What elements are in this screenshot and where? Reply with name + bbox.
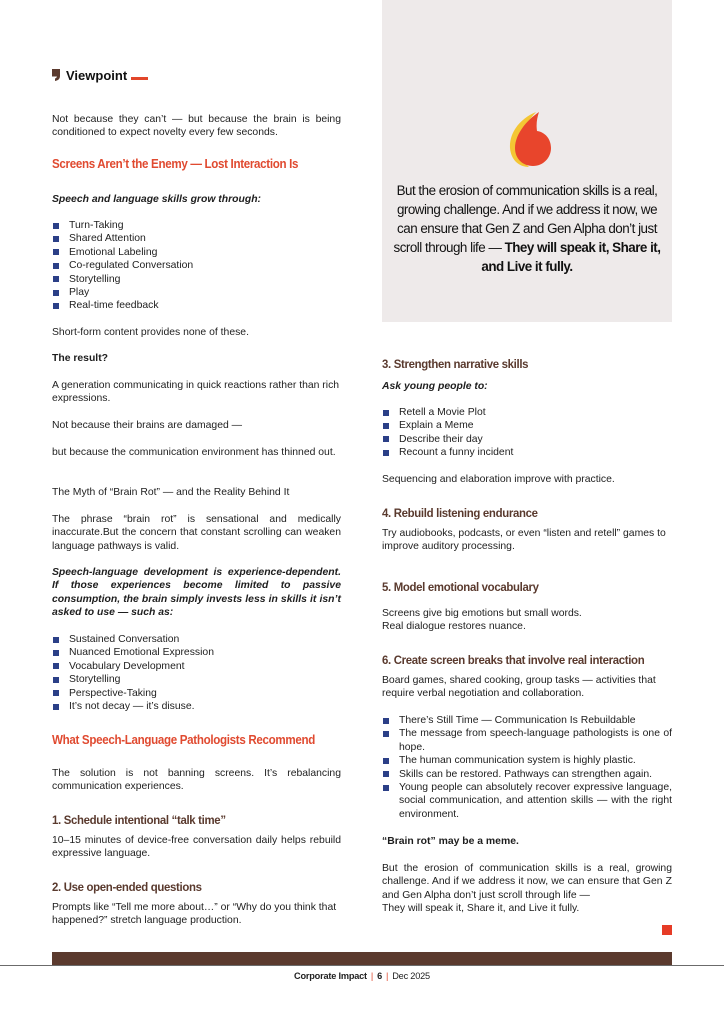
list-item: It’s not decay — it’s disuse.: [52, 700, 341, 713]
list-item: Emotional Labeling: [52, 246, 341, 259]
publication-name: Corporate Impact: [294, 971, 367, 981]
page-number: 6: [377, 971, 383, 981]
list-item: Play: [52, 286, 341, 299]
quote-mark-icon: [505, 110, 553, 168]
narrative-list: [382, 406, 672, 460]
closing-line: They will speak it, Share it, and Live it fully.: [382, 903, 580, 914]
list-item: Sustained Conversation: [52, 633, 341, 646]
heading-step-3: 3. Strengthen narrative skills: [382, 357, 529, 371]
ask-intro: Ask young people to:: [382, 381, 488, 392]
separator: |: [370, 971, 374, 981]
intro-paragraph: Not because they can’t — but because the brain is being conditioned to expect novelty every few seconds.: [52, 114, 341, 139]
list-item: Young people can absolutely recover expressive language, social communication, and attention skills — with the right environment.: [382, 781, 672, 821]
list-item: Real-time feedback: [52, 299, 341, 312]
footer-divider: [0, 965, 724, 966]
section-label: Viewpoint: [66, 67, 128, 83]
pull-quote-plain: But the erosion of communication skills is a real, growing challenge. And if we address it now, we can ensure that Gen Z and Gen Alpha don’t just scroll through life —: [393, 183, 658, 255]
result-answer: A generation communicating in quick reactions rather than rich expressions.: [52, 380, 340, 405]
disuse-list: [52, 633, 341, 713]
skills-list: [52, 219, 341, 313]
list-item: There’s Still Time — Communication Is Rebuildable: [382, 714, 672, 727]
separator: |: [386, 971, 389, 981]
list-item: Shared Attention: [52, 232, 341, 245]
list-item: Storytelling: [52, 673, 341, 686]
list-item: The human communication system is highly plastic.: [382, 754, 672, 767]
closing-paragraph: But the erosion of communication skills is a real, growing challenge. And if we address it now, we can ensure that Gen Z and Gen Alpha don’t just scroll through life —: [382, 863, 672, 901]
pull-quote-bold: They will speak it, Share it, and Live it fully.: [481, 240, 661, 274]
footer: [0, 971, 724, 981]
hope-list: [382, 714, 672, 821]
list-item: Retell a Movie Plot: [382, 406, 672, 419]
heading-step-6: 6. Create screen breaks that involve real interaction: [382, 653, 645, 667]
step-1-text: 10–15 minutes of device-free conversation daily helps rebuild expressive language.: [52, 835, 341, 860]
step-5-text-a: Screens give big emotions but small words.: [382, 608, 582, 619]
myth-text: The Myth of “Brain Rot” — and the Reality Behind It: [52, 487, 290, 498]
skills-intro: Speech and language skills grow through:: [52, 194, 261, 205]
list-item: Turn-Taking: [52, 219, 341, 232]
heading-step-1: 1. Schedule intentional “talk time”: [52, 813, 226, 827]
solution-paragraph: The solution is not banning screens. It’s rebalancing communication experiences.: [52, 768, 341, 793]
result-question: The result?: [52, 353, 109, 364]
phrase-paragraph: The phrase “brain rot” is sensational and medically inaccurate.But the concern that constant scrolling can weaken language pathways is valid.: [52, 514, 341, 552]
list-item: Recount a funny incident: [382, 446, 672, 459]
list-item: Storytelling: [52, 273, 341, 286]
list-item: The message from speech-language pathologists is one of hope.: [382, 727, 672, 754]
heading-step-2: 2. Use open-ended questions: [52, 880, 202, 894]
section-header: [52, 66, 148, 84]
list-item: Explain a Meme: [382, 419, 672, 432]
footer-bar: [52, 952, 672, 965]
step-2-text: Prompts like “Tell me more about…” or “Why do you think that happened?” stretch language production.: [52, 902, 337, 927]
list-item: Co-regulated Conversation: [52, 259, 341, 272]
not-damaged-text: Not because their brains are damaged —: [52, 420, 243, 431]
heading-step-4: 4. Rebuild listening endurance: [382, 506, 538, 520]
issue-date: Dec 2025: [392, 971, 430, 981]
development-paragraph: Speech-language development is experience-dependent. If those experiences become limited to passive consumption, the brain simply invests less in skills it isn’t asked to use — such as:: [52, 567, 341, 619]
list-item: Skills can be restored. Pathways can strengthen again.: [382, 768, 672, 781]
heading-step-5: 5. Model emotional vocabulary: [382, 580, 539, 594]
meme-text: “Brain rot” may be a meme.: [382, 836, 519, 847]
thinned-text: but because the communication environment has thinned out.: [52, 447, 336, 458]
step-3-text: Sequencing and elaboration improve with practice.: [382, 474, 615, 485]
step-6-text: Board games, shared cooking, group tasks — activities that require verbal negotiation and collaboration.: [382, 675, 656, 700]
step-4-text: Try audiobooks, podcasts, or even “listen and retell” games to improve auditory processing.: [382, 528, 666, 553]
list-item: Vocabulary Development: [52, 660, 341, 673]
quote-mark-icon: [52, 69, 61, 81]
list-item: Perspective-Taking: [52, 687, 341, 700]
list-item: Nuanced Emotional Expression: [52, 646, 341, 659]
step-5-text-b: Real dialogue restores nuance.: [382, 621, 526, 632]
accent-bar: [131, 77, 148, 80]
heading-recommend: What Speech-Language Pathologists Recommend: [52, 733, 315, 747]
heading-screens: Screens Aren’t the Enemy — Lost Interaction Is: [52, 157, 299, 171]
short-form-text: Short-form content provides none of these.: [52, 327, 249, 338]
end-mark: [662, 925, 672, 935]
pull-quote-text: [390, 181, 664, 276]
list-item: Describe their day: [382, 433, 672, 446]
